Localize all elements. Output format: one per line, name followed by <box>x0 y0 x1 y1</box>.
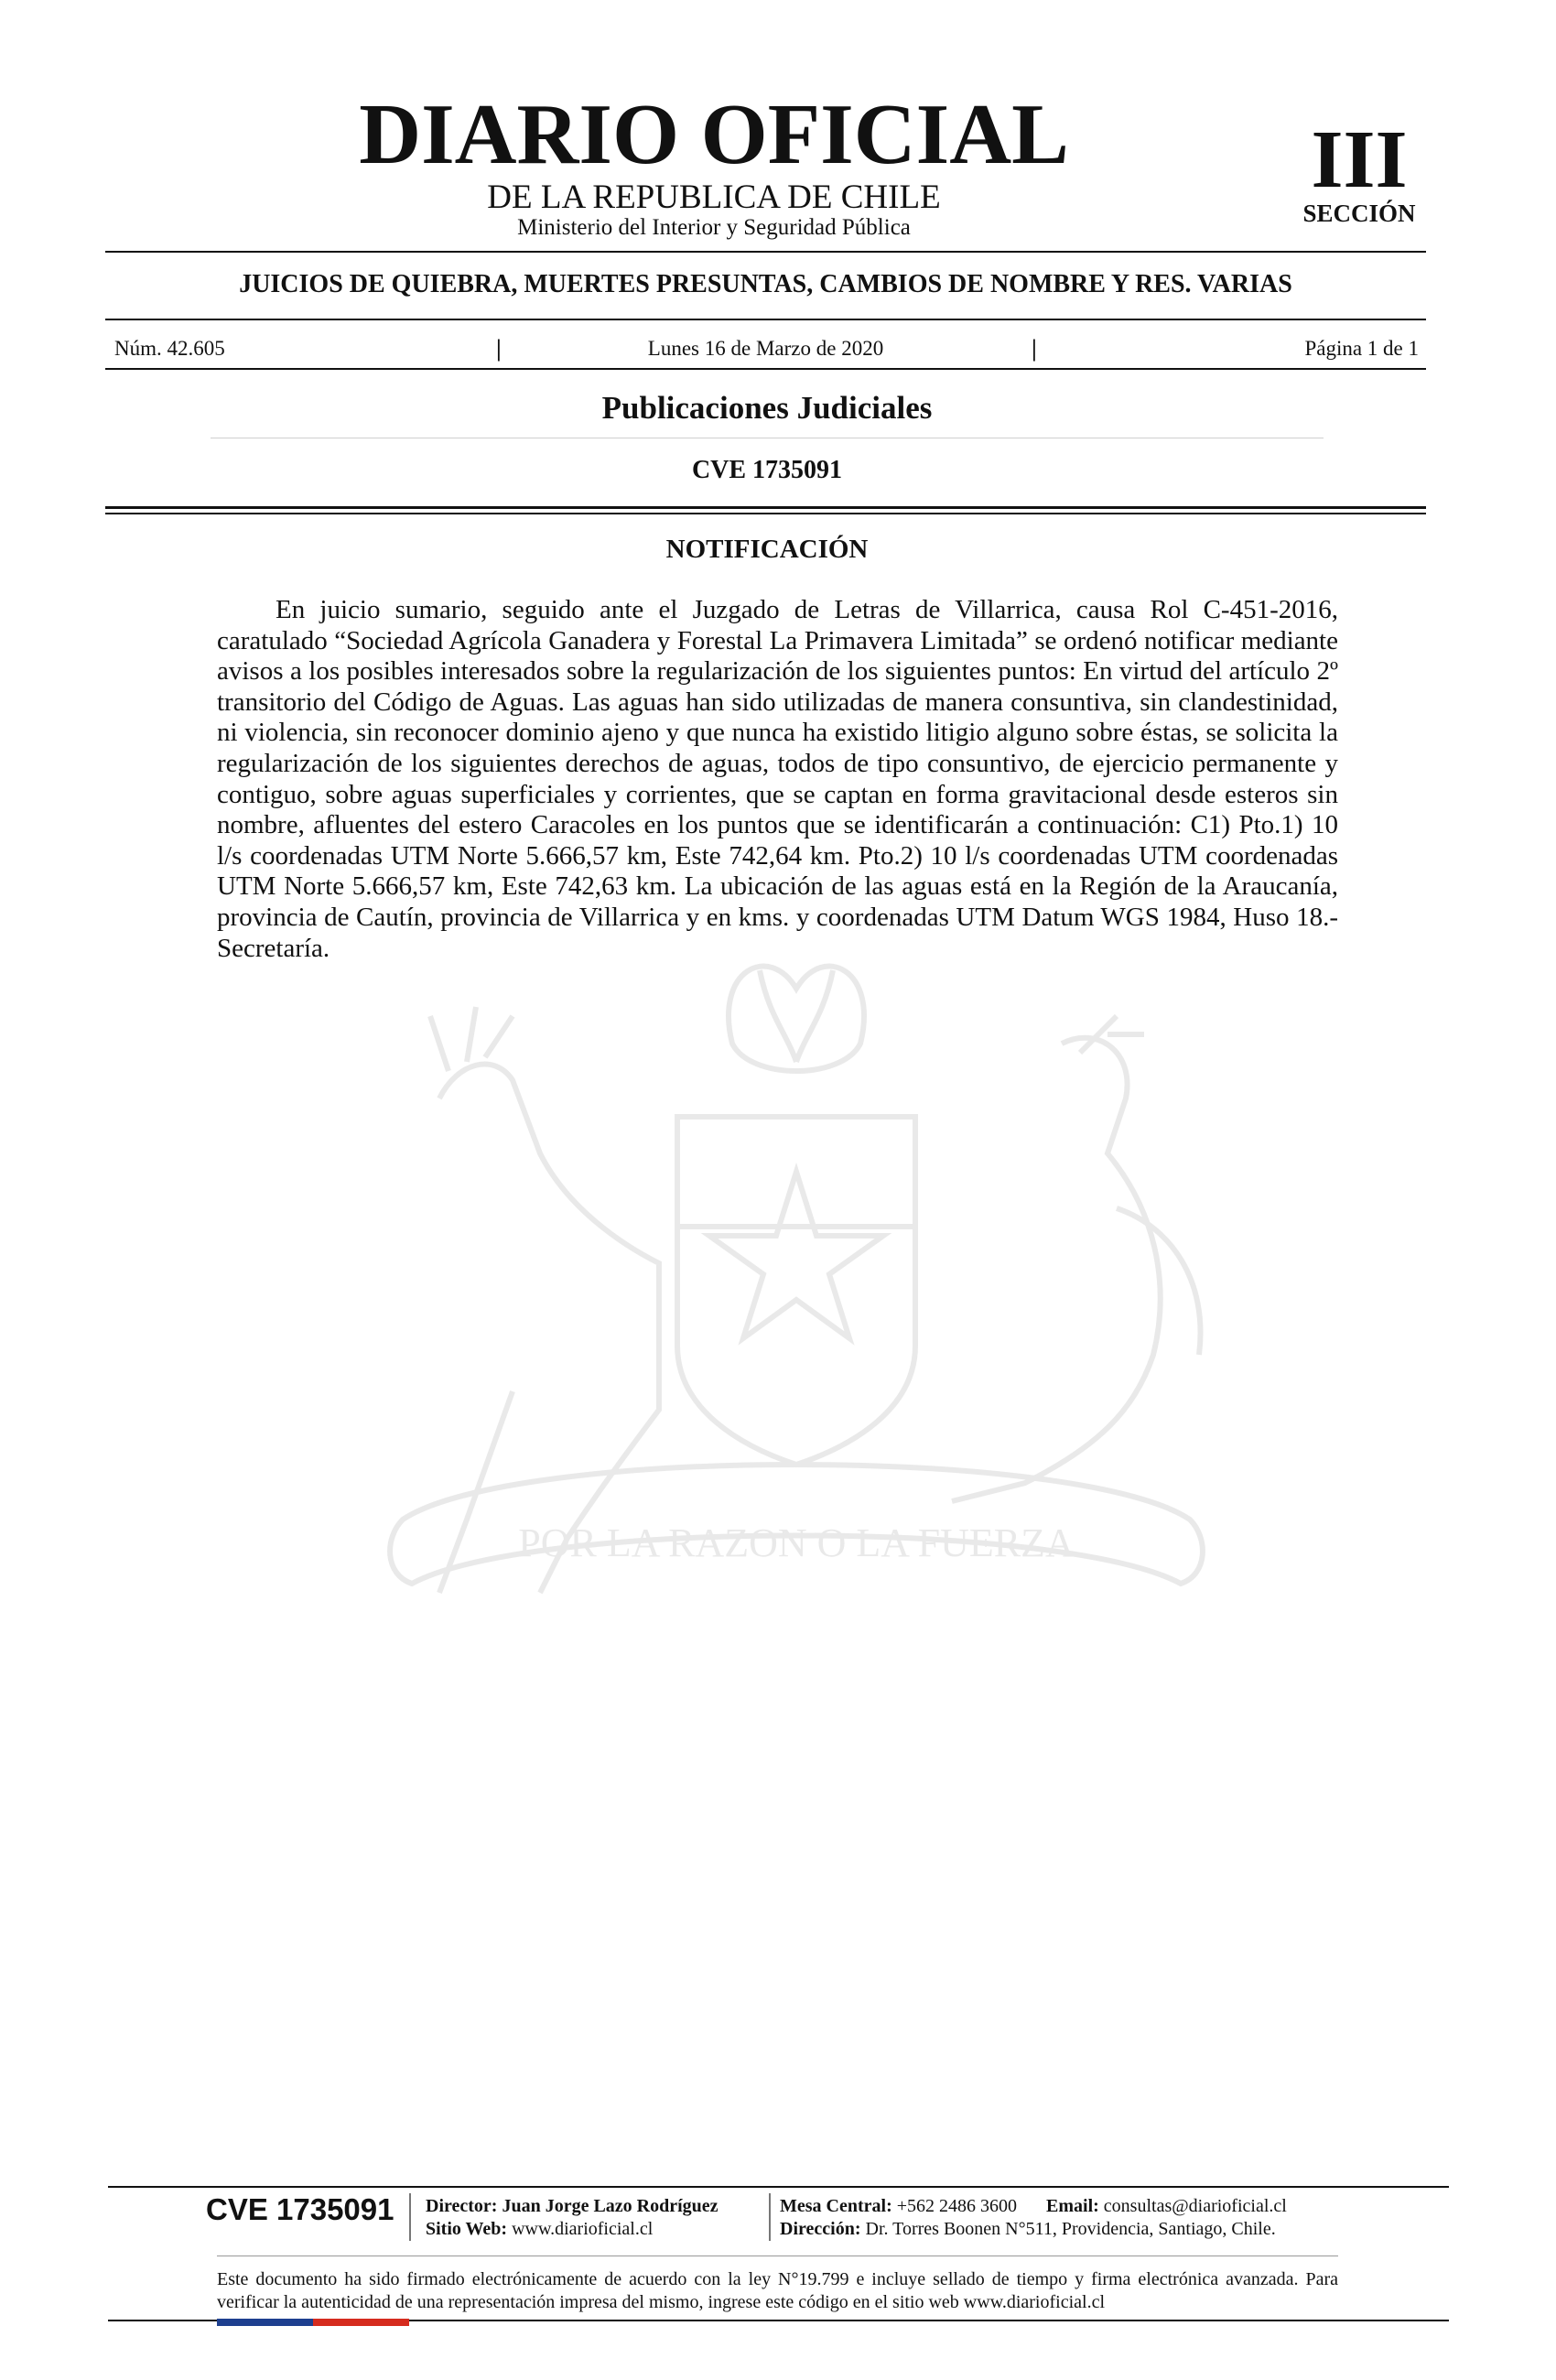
footer-separator <box>409 2193 411 2241</box>
meta-separator: | <box>496 335 502 362</box>
coat-of-arms-icon <box>330 934 1263 1684</box>
director-name: Juan Jorge Lazo Rodríguez <box>502 2196 719 2216</box>
ministry-name: Ministerio del Interior y Seguridad Pública <box>517 215 911 240</box>
footer-legal-notice: Este documento ha sido firmado electrónicamente de acuerdo con la ley N°19.799 e incluye sellado de tiempo y firma electrónica avanzada. Para verificar la autenticidad de una representación impresa del mismo, ingrese este código en el sitio web www.diarioficial.cl <box>217 2269 1338 2312</box>
footer-cve: CVE 1735091 <box>206 2192 394 2226</box>
footer-contact-block <box>780 2195 1347 2241</box>
email-link[interactable]: consultas@diarioficial.cl <box>1103 2196 1287 2216</box>
phone-label: Mesa Central: <box>780 2196 892 2216</box>
issue-date: Lunes 16 de Marzo de 2020 <box>647 337 884 360</box>
flag-stripe-blue <box>217 2319 313 2326</box>
watermark-motto: POR LA RAZON O LA FUERZA <box>518 1520 1075 1565</box>
email-label: Email: <box>1046 2196 1099 2216</box>
section-label: SECCIÓN <box>1302 200 1416 227</box>
footer-rule <box>108 2186 1449 2188</box>
header-rule-top <box>105 251 1426 253</box>
notice-body: En juicio sumario, seguido ante el Juzgado de Letras de Villarrica, causa Rol C-451-2016, caratulado “Sociedad Agrícola Ganadera y Forestal La Primavera Limitada” se ordenó notificar mediante avisos a los posibles interesados sobre la regularización de los siguientes puntos: En virtud del artículo 2º transitorio del Código de Aguas. Las aguas han sido utilizadas de manera consuntiva, sin clandestinidad, ni violencia, sin reconocer dominio ajeno y que nunca ha existido litigio alguno sobre éstas, se solicita la regularización de los siguientes derechos de aguas, todos de tipo consuntivo, de ejercicio permanente y contiguo, sobre aguas superficiales y corrientes, que se captan en forma gravitacional desde esteros sin nombre, afluentes del estero Caracoles en los puntos que se identificarán a continuación: C1) Pto.1) 10 l/s coordenadas UTM Norte 5.666,57 km, Este 742,64 km. Pto.2) 10 l/s coordenadas UTM coordenadas UTM Norte 5.666,57 km, Este 742,63 km. La ubicación de las aguas está en la Región de la Araucanía, provincia de Cautín, provincia de Villarrica y en kms. y coordenadas UTM Datum WGS 1984, Huso 18.- Secretaría. <box>217 595 1338 963</box>
meta-separator: | <box>1032 335 1037 362</box>
section-number: III <box>1311 114 1408 205</box>
publication-category: Publicaciones Judiciales <box>601 390 933 426</box>
header-rule-middle <box>105 319 1426 320</box>
page-indicator: Página 1 de 1 <box>1304 337 1419 360</box>
phone-number: +562 2486 3600 <box>896 2196 1018 2216</box>
website-label: Sitio Web: <box>426 2219 508 2239</box>
address-text: Dr. Torres Boonen N°511, Providencia, Santiago, Chile. <box>865 2219 1276 2239</box>
issue-meta-row <box>105 335 1426 362</box>
header-rule-bottom <box>105 368 1426 370</box>
website-link[interactable]: www.diarioficial.cl <box>512 2219 654 2239</box>
notice-heading: NOTIFICACIÓN <box>665 535 869 564</box>
publication-cve: CVE 1735091 <box>691 456 843 484</box>
masthead-title: DIARIO OFICIAL <box>359 87 1069 182</box>
double-rule-bottom <box>105 513 1426 514</box>
director-label: Director: <box>426 2196 498 2216</box>
address-label: Dirección: <box>780 2219 861 2239</box>
footer-separator <box>769 2193 771 2241</box>
masthead-subtitle: DE LA REPUBLICA DE CHILE <box>487 178 941 216</box>
footer-director-block <box>426 2195 773 2241</box>
double-rule-top <box>105 506 1426 509</box>
section-title: JUICIOS DE QUIEBRA, MUERTES PRESUNTAS, CAMBIOS DE NOMBRE Y RES. VARIAS <box>239 270 1292 298</box>
flag-stripe-red <box>313 2319 409 2326</box>
issue-number: Núm. 42.605 <box>114 337 225 360</box>
